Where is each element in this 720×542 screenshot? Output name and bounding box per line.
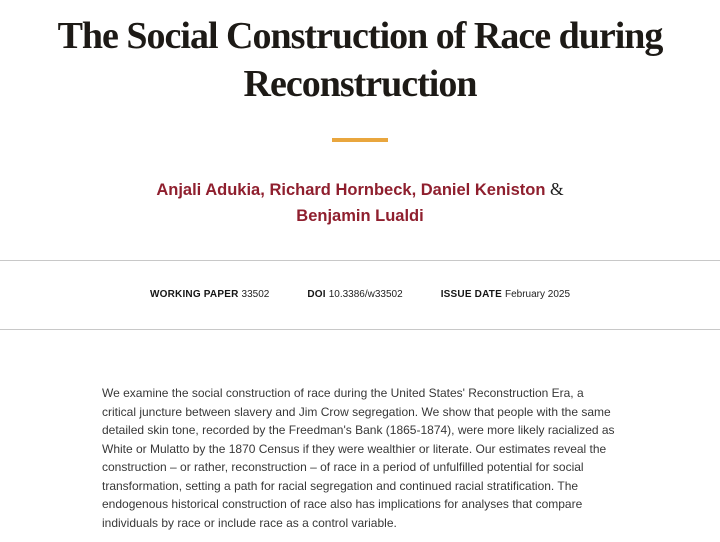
author-separator: ,: [260, 181, 265, 199]
author-link-richard-hornbeck[interactable]: Richard Hornbeck: [269, 181, 412, 199]
author-link-daniel-keniston[interactable]: Daniel Keniston: [420, 181, 546, 199]
authors-list: [80, 176, 640, 229]
paper-landing-page: [0, 12, 720, 542]
metadata-item-doi: [307, 289, 402, 301]
author-separator: ,: [411, 181, 417, 199]
author-link-benjamin-lualdi[interactable]: Benjamin Lualdi: [296, 207, 424, 225]
metadata-bar: [0, 260, 720, 330]
authors-line-1: [80, 176, 640, 203]
author-link-anjali-adukia[interactable]: Anjali Adukia: [156, 181, 261, 199]
doi-label: DOI: [307, 289, 326, 300]
title-line-1: The Social Construction of Race during: [57, 15, 663, 57]
working-paper-number: 33502: [241, 289, 270, 300]
issue-date-value: February 2025: [504, 289, 571, 300]
title-line-2: Reconstruction: [243, 63, 477, 105]
author-conjunction: &: [550, 179, 564, 199]
title-divider: [332, 138, 388, 142]
metadata-item-issue-date: [441, 289, 570, 301]
working-paper-label: WORKING PAPER: [149, 289, 239, 300]
metadata-item-working-paper: [150, 289, 269, 301]
issue-date-label: ISSUE DATE: [440, 289, 502, 300]
page-title: [0, 12, 720, 108]
paper-abstract: We examine the social construction of race during the United States' Reconstruction Era, a critical juncture between slavery and Jim Crow segregation. We show that people with the same detailed skin tone, recorded by the Freedman's Bank (1865-1874), were more likely racialized as White or Mulatto by the 1870 Census if they were wealthier or literate. Our estimates reveal the construction – or rather, reconstruction – of race in a period of unfulfilled potential for social transformation, setting a path for racial segregation and continued racial stratification. The endogenous historical construction of race also has implications for analyses that compare individuals by race or include race as a control variable.: [102, 386, 615, 530]
authors-line-2: [80, 203, 640, 229]
doi-value: 10.3386/w33502: [328, 289, 403, 300]
